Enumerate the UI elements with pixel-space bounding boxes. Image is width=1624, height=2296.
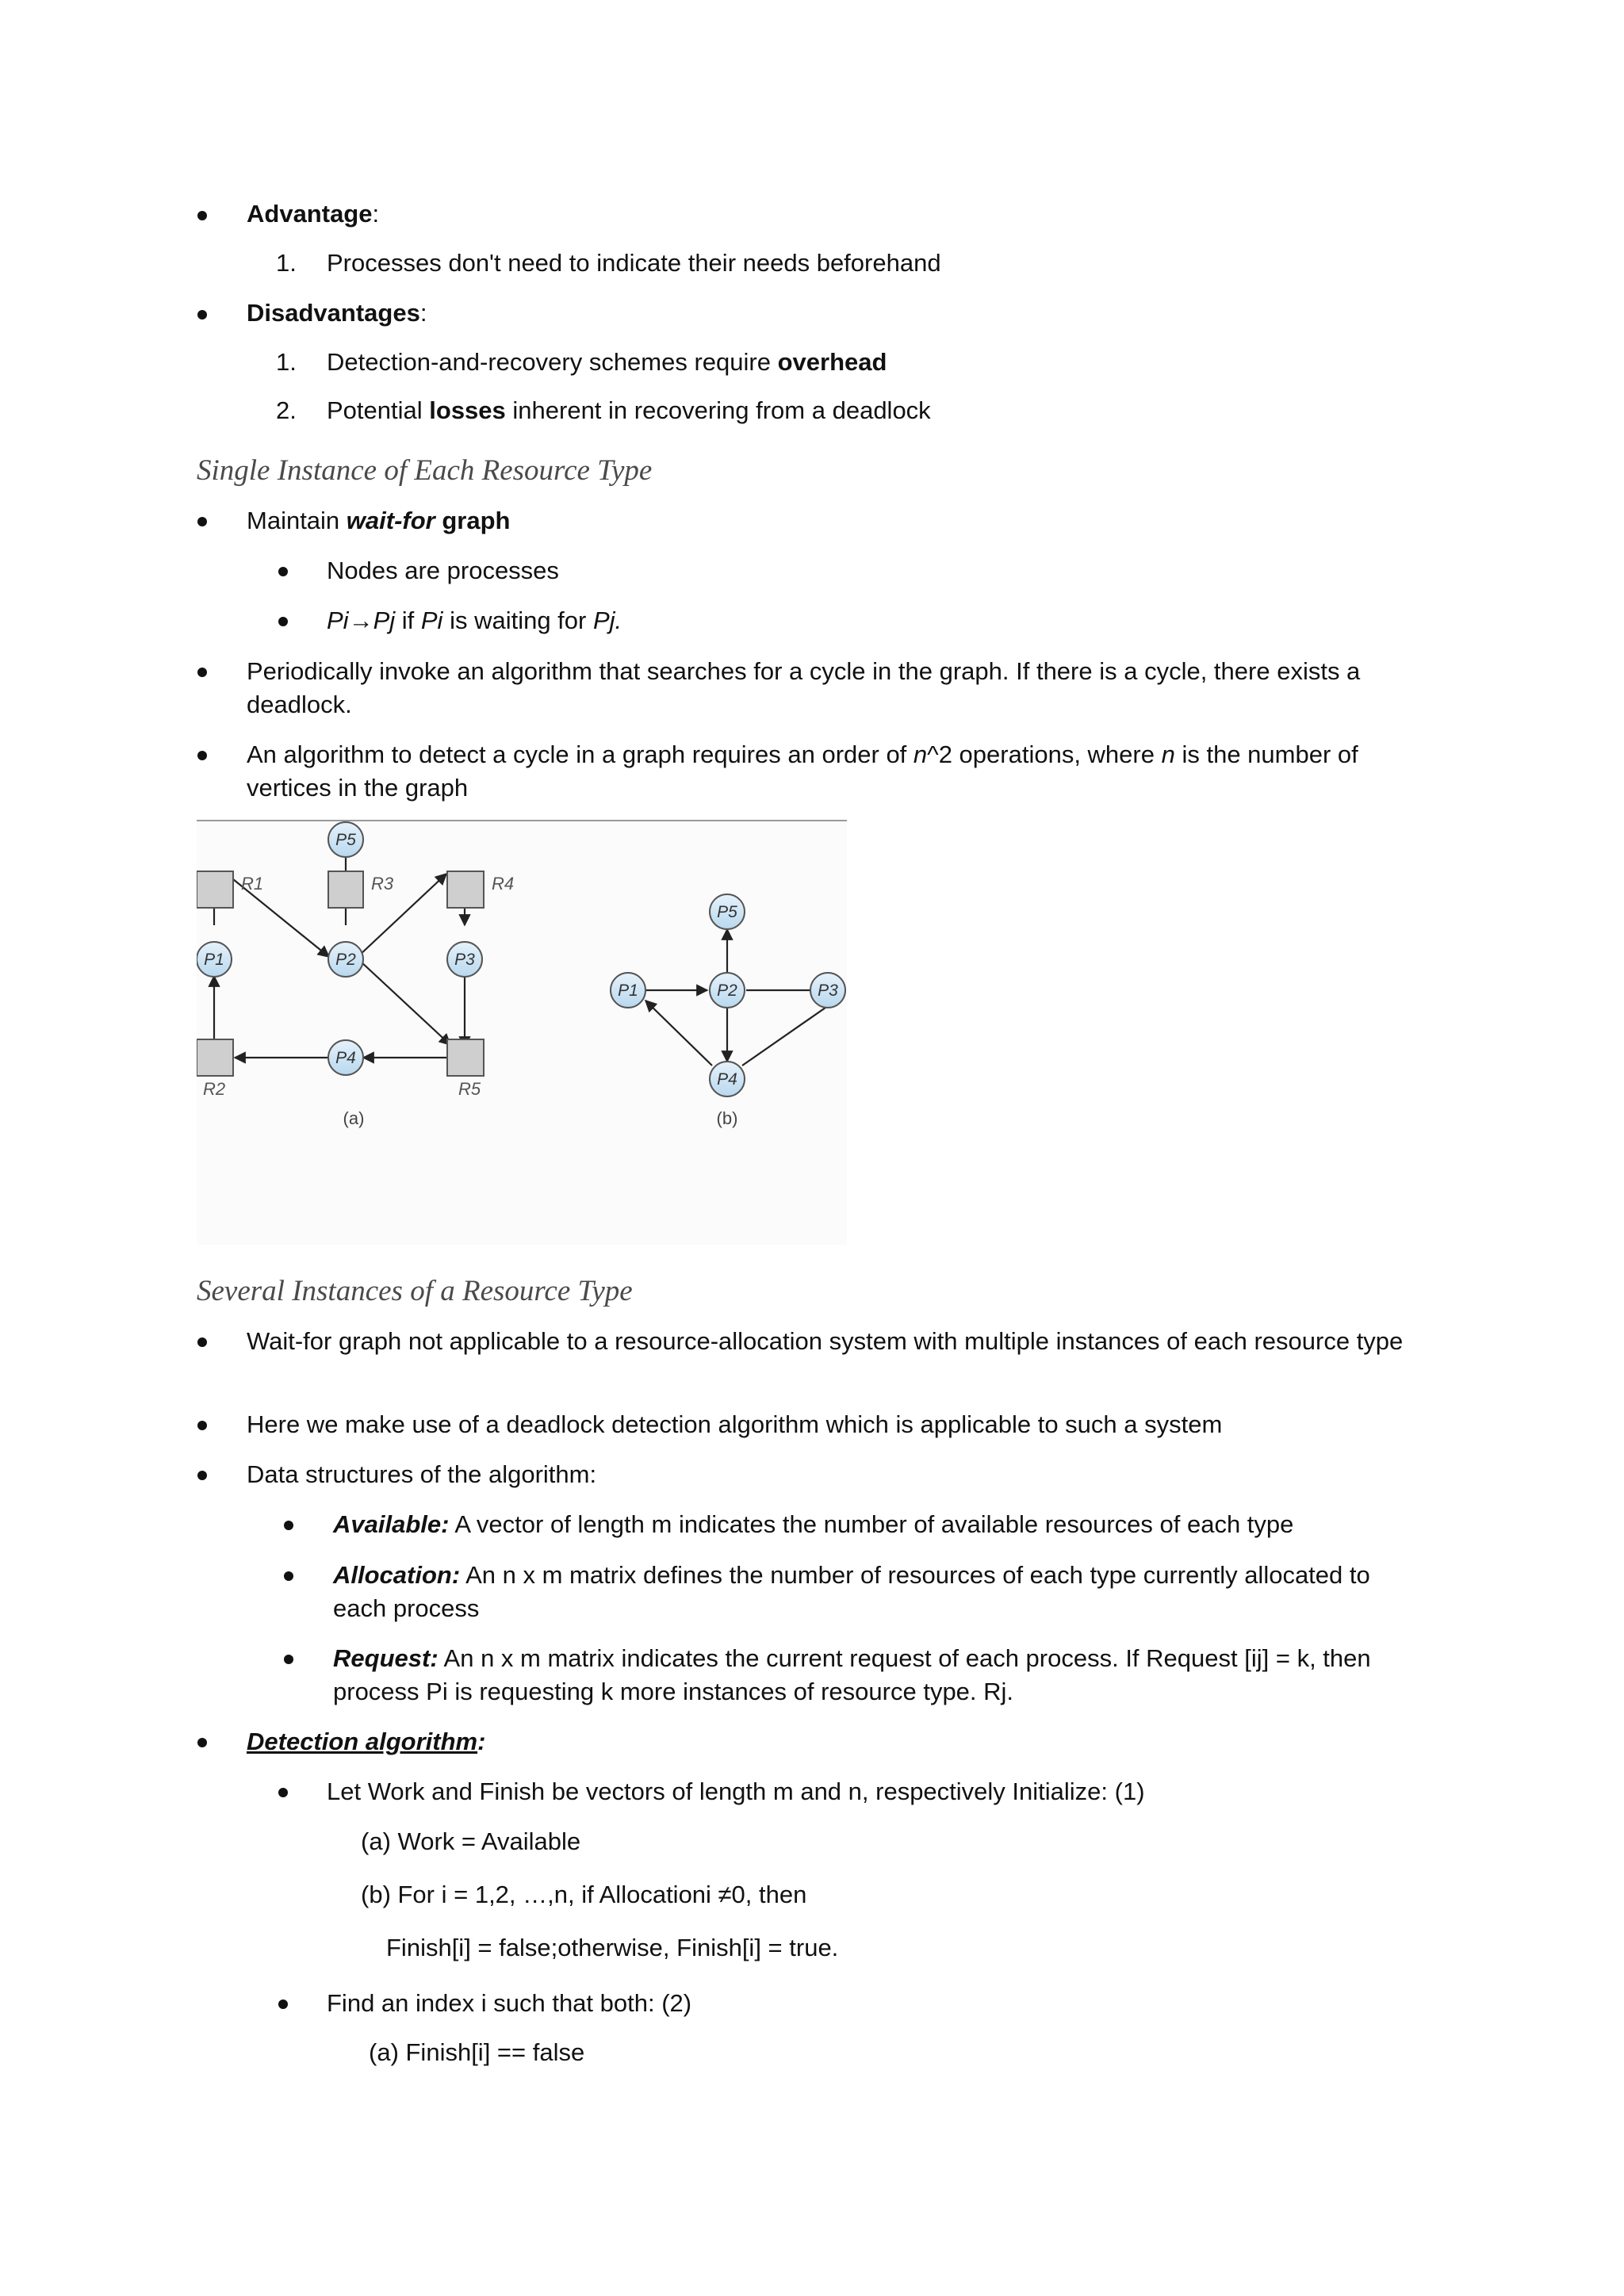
caption-b: (b) [716,1108,738,1128]
step-2a: (a) Finish[i] == false [369,2038,585,2066]
section-heading-single-instance: Single Instance of Each Resource Type [197,454,653,487]
step-1a: (a) Work = Available [361,1827,581,1855]
resource-allocation-and-wait-for-graph-figure [197,820,847,1245]
cycle-complexity-bullet: An algorithm to detect a cycle in a graph requires an order of n^2 operations, where n is the number of vertices in the graph [247,740,1358,802]
bullet [278,617,288,626]
bullet [284,1571,293,1581]
advantage-label: Advantage: [247,200,380,228]
section-heading-several-instances: Several Instances of a Resource Type [197,1275,633,1307]
step-1b: (b) For i = 1,2, …,n, if Allocationi ≠0, then [361,1881,807,1908]
resource-r3 [328,871,363,908]
disadvantage-item-1: Detection-and-recovery schemes require overhead [327,348,887,376]
available-subbullet: Available: A vector of length m indicates the number of available resources of each type [333,1510,1294,1538]
bullet [197,668,207,677]
label-b-p5: P5 [717,903,737,921]
resource-r1 [197,871,233,908]
resource-r4 [447,871,484,908]
label-a-p3: P3 [454,951,475,969]
waitfor-bullet: Maintain wait-for graph [247,507,511,534]
nodes-subbullet: Nodes are processes [327,557,559,584]
label-b-p4: P4 [717,1070,737,1089]
label-r4: R4 [492,874,515,894]
bullet [197,1421,207,1430]
disadvantage-item-2: Potential losses inherent in recovering from a deadlock [327,396,931,424]
step-1c: Finish[i] = false;otherwise, Finish[i] = true. [386,1934,839,1961]
cycle-search-bullet: Periodically invoke an algorithm that searches for a cycle in the graph. If there is a cycle, there exists a deadlock. [247,657,1361,718]
label-r5: R5 [458,1079,481,1099]
step-1: Let Work and Finish be vectors of length m and n, respectively Initialize: (1) [327,1777,1145,1805]
list-number: 2. [276,396,297,424]
label-a-p5: P5 [335,831,356,849]
step-2: Find an index i such that both: (2) [327,1989,692,2017]
bullet [197,1738,207,1747]
detection-algorithm-heading: Detection algorithm: [247,1728,486,1755]
waitfor-not-applicable-bullet: Wait-for graph not applicable to a resource-allocation system with multiple instances of each resource type [247,1327,1404,1355]
bullet [278,1999,288,2009]
bullet [197,310,207,320]
bullet [197,1471,207,1480]
bullet [197,211,207,220]
bullet [284,1521,293,1530]
detection-algorithm-use-bullet: Here we make use of a deadlock detection algorithm which is applicable to such a system [247,1410,1223,1438]
label-a-p4: P4 [335,1049,356,1067]
figure-background [197,821,847,1245]
label-b-p2: P2 [717,982,737,1000]
bullet [197,1337,207,1347]
label-b-p3: P3 [818,982,838,1000]
bullet [278,567,288,576]
resource-r5 [447,1039,484,1076]
bullet [278,1788,288,1797]
disadvantages-label: Disadvantages: [247,299,427,327]
label-b-p1: P1 [618,982,638,1000]
label-r1: R1 [241,874,264,894]
label-r2: R2 [203,1079,226,1099]
allocation-subbullet: Allocation: An n x m matrix defines the number of resources of each type currently allocated to each process [333,1561,1370,1622]
resource-r2 [197,1039,233,1076]
label-r3: R3 [371,874,394,894]
advantage-item-1: Processes don't need to indicate their needs beforehand [327,249,941,277]
bullet [284,1655,293,1664]
bullet [197,751,207,760]
label-a-p2: P2 [335,951,356,969]
edge-subbullet: Pi→Pj if Pi is waiting for Pj. [327,607,622,634]
list-number: 1. [276,348,297,376]
list-number: 1. [276,249,297,277]
bullet [197,517,207,526]
label-a-p1: P1 [204,951,224,969]
caption-a: (a) [343,1108,365,1128]
data-structures-bullet: Data structures of the algorithm: [247,1460,597,1488]
request-subbullet: Request: An n x m matrix indicates the current request of each process. If Request [ij] = k, then process Pi is requesting k more instances of resource type. Rj. [333,1644,1371,1705]
